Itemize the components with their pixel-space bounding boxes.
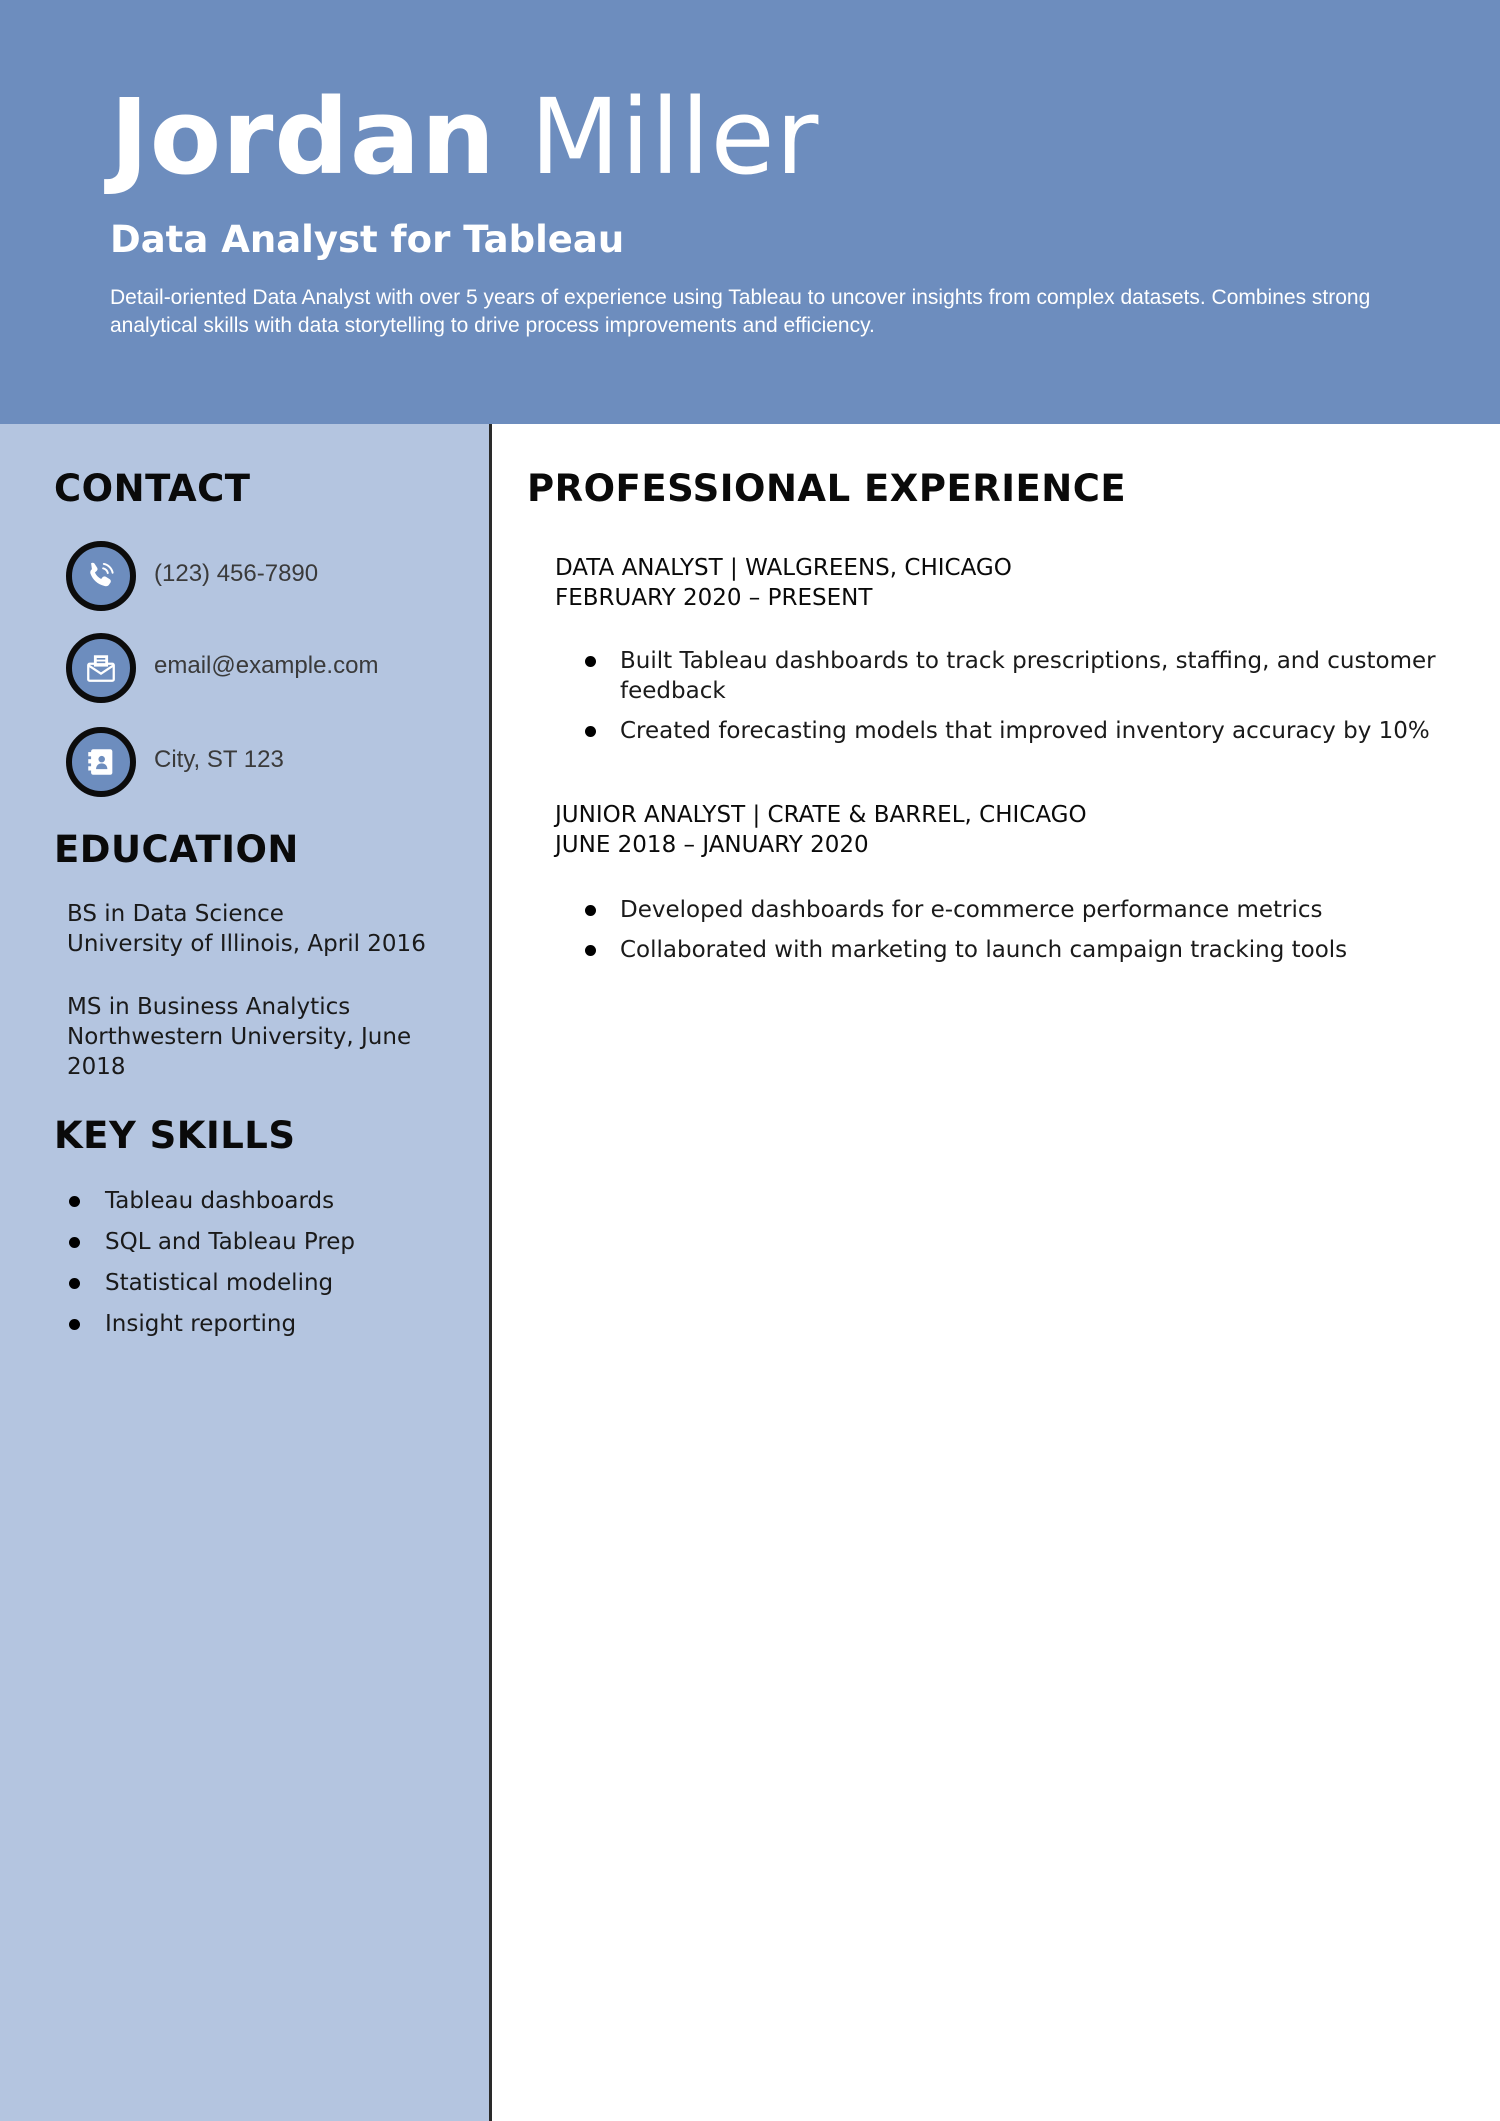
job-duties-list [555,646,1455,756]
education-heading: EDUCATION [54,828,299,871]
last-name: Miller [530,76,820,198]
profile-summary: Detail-oriented Data Analyst with over 5 years of experience using Tableau to uncover insights from complex datasets. Combines strong analytical skills with data storytelling to drive process improvements and efficiency. [110,286,1371,337]
job-title-line: JUNIOR ANALYST | CRATE & BARREL, CHICAGO [555,802,1087,828]
contact-heading: CONTACT [54,467,251,510]
job-header [555,553,1455,613]
job-dates: FEBRUARY 2020 – PRESENT [555,585,873,611]
email-text: email@example.com [154,652,379,679]
skill-item: SQL and Tableau Prep [67,1227,355,1268]
education-entry [67,992,427,1082]
column-divider [489,424,492,2121]
experience-heading: PROFESSIONAL EXPERIENCE [527,467,1127,510]
header-band [0,0,1500,424]
skills-list [67,1186,355,1350]
location-icon [66,727,136,797]
phone-icon [66,541,136,611]
duty-item: Collaborated with marketing to launch campaign tracking tools [555,935,1455,965]
job-title-line: DATA ANALYST | WALGREENS, CHICAGO [555,555,1012,581]
job-title: Data Analyst for Tableau [110,218,625,261]
contact-email-row [66,633,466,703]
job-duties-list [555,895,1455,975]
education-entry [67,899,427,959]
education-school: University of Illinois, April 2016 [67,931,426,957]
duty-item: Built Tableau dashboards to track prescriptions, staffing, and customer feedback [555,646,1455,706]
candidate-name [110,78,819,198]
skill-item: Tableau dashboards [67,1186,355,1227]
first-name: Jordan [110,76,497,198]
education-degree: BS in Data Science [67,901,284,927]
location-text: City, ST 123 [154,746,284,773]
job-header [555,800,1455,860]
duty-item: Created forecasting models that improved inventory accuracy by 10% [555,716,1455,746]
skill-item: Insight reporting [67,1309,355,1350]
education-degree: MS in Business Analytics [67,994,351,1020]
duty-item: Developed dashboards for e-commerce performance metrics [555,895,1455,925]
contact-phone-row [66,541,466,611]
email-icon [66,633,136,703]
skills-heading: KEY SKILLS [54,1114,296,1157]
job-dates: JUNE 2018 – JANUARY 2020 [555,832,869,858]
education-school: Northwestern University, June 2018 [67,1024,412,1080]
phone-text: (123) 456-7890 [154,560,319,587]
contact-location-row [66,727,466,797]
skill-item: Statistical modeling [67,1268,355,1309]
